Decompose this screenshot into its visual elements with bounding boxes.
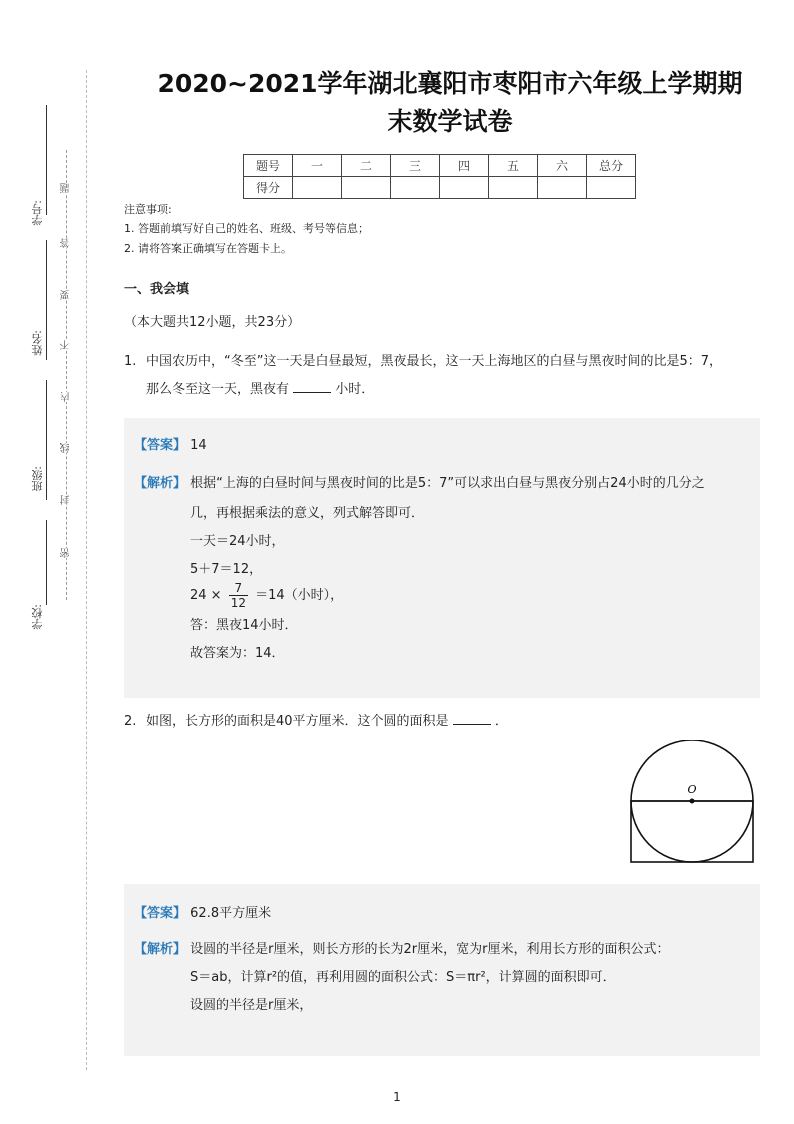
section-title: 一、我会填 bbox=[124, 282, 190, 297]
class-line bbox=[46, 380, 47, 500]
score-cell bbox=[440, 177, 489, 199]
fraction-denominator: 12 bbox=[230, 596, 246, 610]
score-cell bbox=[342, 177, 391, 199]
seal-char: 内 bbox=[61, 392, 72, 402]
question-2-text-b: ． bbox=[494, 714, 508, 729]
score-cell bbox=[489, 177, 538, 199]
answer-box bbox=[124, 884, 760, 1056]
analysis-text: 根据“上海的白昼时间与黑夜时间的比是5：7”可以求出白昼与黑夜分别占24小时的几分之 bbox=[190, 476, 705, 491]
analysis-line bbox=[134, 936, 669, 964]
seal-char: 封 bbox=[61, 495, 72, 505]
score-cell bbox=[587, 177, 636, 199]
binding-divider bbox=[86, 70, 87, 1070]
answer-value: 62.8平方厘米 bbox=[190, 906, 272, 921]
rectangle-shape bbox=[631, 801, 753, 862]
score-cell bbox=[538, 177, 587, 199]
analysis-text: 设圆的半径是r厘米， bbox=[190, 998, 313, 1013]
seal-char: 线 bbox=[61, 443, 72, 453]
analysis-tag: 【解析】 bbox=[134, 476, 187, 491]
question-1-text: 那么冬至这一天，黑夜有 bbox=[146, 382, 290, 397]
page-title-line1: 2020~2021学年湖北襄阳市枣阳市六年级上学期期 bbox=[157, 69, 743, 98]
score-table-header-row bbox=[244, 155, 636, 177]
seal-char: 答 bbox=[61, 238, 72, 248]
analysis-text: 几，再根据乘法的意义，列式解答即可． bbox=[190, 506, 425, 521]
score-header-cell: 六 bbox=[538, 155, 587, 177]
score-header-cell: 五 bbox=[489, 155, 538, 177]
student-id-line bbox=[46, 105, 47, 215]
notes-item: 2. 请将答案正确填写在答题卡上。 bbox=[124, 242, 292, 255]
fraction bbox=[229, 581, 248, 610]
score-header-cell: 二 bbox=[342, 155, 391, 177]
fraction-numerator: 7 bbox=[229, 581, 248, 596]
question-1-text-line2 bbox=[146, 376, 374, 404]
score-header-cell: 总分 bbox=[587, 155, 636, 177]
solution-step: 5＋7＝12， bbox=[190, 562, 263, 577]
question-number: 1. bbox=[124, 354, 137, 369]
score-header-cell: 三 bbox=[391, 155, 440, 177]
school-line bbox=[46, 520, 47, 605]
score-cell bbox=[391, 177, 440, 199]
answer-line bbox=[134, 900, 271, 928]
answer-blank bbox=[293, 380, 331, 393]
answer-value: 14 bbox=[190, 438, 207, 453]
seal-char: 要 bbox=[61, 290, 72, 300]
solution-step: 一天＝24小时， bbox=[190, 534, 285, 549]
notes-item: 1. 答题前填写好自己的姓名、班级、考号等信息； bbox=[124, 222, 369, 235]
analysis-tag: 【解析】 bbox=[134, 942, 187, 957]
page-number: 1 bbox=[393, 1090, 401, 1104]
seal-char: 不 bbox=[61, 340, 72, 350]
answer-box bbox=[124, 418, 760, 698]
class-label: 班级: bbox=[31, 466, 44, 492]
score-table bbox=[243, 154, 636, 199]
solution-step: 答：黑夜14小时． bbox=[190, 618, 298, 633]
school-label: 学校: bbox=[31, 604, 44, 630]
score-header-cell: 一 bbox=[293, 155, 342, 177]
name-line bbox=[46, 240, 47, 360]
question-1-text-line1: 中国农历中，“冬至”这一天是白昼最短，黑夜最长，这一天上海地区的白昼与黑夜时间的比是5：7， bbox=[146, 354, 723, 369]
score-header-cell: 四 bbox=[440, 155, 489, 177]
seal-char: 题 bbox=[61, 183, 72, 193]
circle-rectangle-figure bbox=[628, 740, 758, 866]
formula-text: 24 × bbox=[190, 588, 222, 603]
answer-line bbox=[134, 432, 207, 460]
formula-text: ＝14（小时）， bbox=[255, 588, 344, 603]
center-point bbox=[690, 799, 695, 804]
solution-step bbox=[190, 581, 343, 610]
analysis-line bbox=[134, 470, 705, 498]
answer-tag: 【答案】 bbox=[134, 438, 187, 453]
section-subtitle: （本大题共12小题，共23分） bbox=[124, 315, 301, 330]
answer-blank bbox=[453, 712, 491, 725]
analysis-text: 设圆的半径是r厘米，则长方形的长为2r厘米，宽为r厘米，利用长方形的面积公式： bbox=[190, 942, 670, 957]
score-row-label: 得分 bbox=[244, 177, 293, 199]
student-id-label: 学号: bbox=[31, 200, 44, 226]
question-1-text: 小时． bbox=[335, 382, 375, 397]
answer-tag: 【答案】 bbox=[134, 906, 187, 921]
solution-step: 故答案为：14． bbox=[190, 646, 285, 661]
name-label: 姓名: bbox=[31, 330, 44, 356]
seal-char: 密 bbox=[61, 548, 72, 558]
notes-heading: 注意事项: bbox=[124, 203, 172, 216]
analysis-text: S＝ab，计算r²的值，再利用圆的面积公式：S＝πr²，计算圆的面积即可． bbox=[190, 970, 616, 985]
seal-dashed-line bbox=[66, 150, 67, 600]
page-title-line2: 末数学试卷 bbox=[387, 107, 513, 136]
center-label: O bbox=[687, 783, 697, 796]
score-header-cell: 题号 bbox=[244, 155, 293, 177]
question-number: 2. bbox=[124, 714, 137, 729]
score-table-score-row bbox=[244, 177, 636, 199]
score-cell bbox=[293, 177, 342, 199]
question-2-text-a: 如图，长方形的面积是40平方厘米．这个圆的面积是 bbox=[146, 714, 449, 729]
question-2-text bbox=[146, 708, 508, 736]
